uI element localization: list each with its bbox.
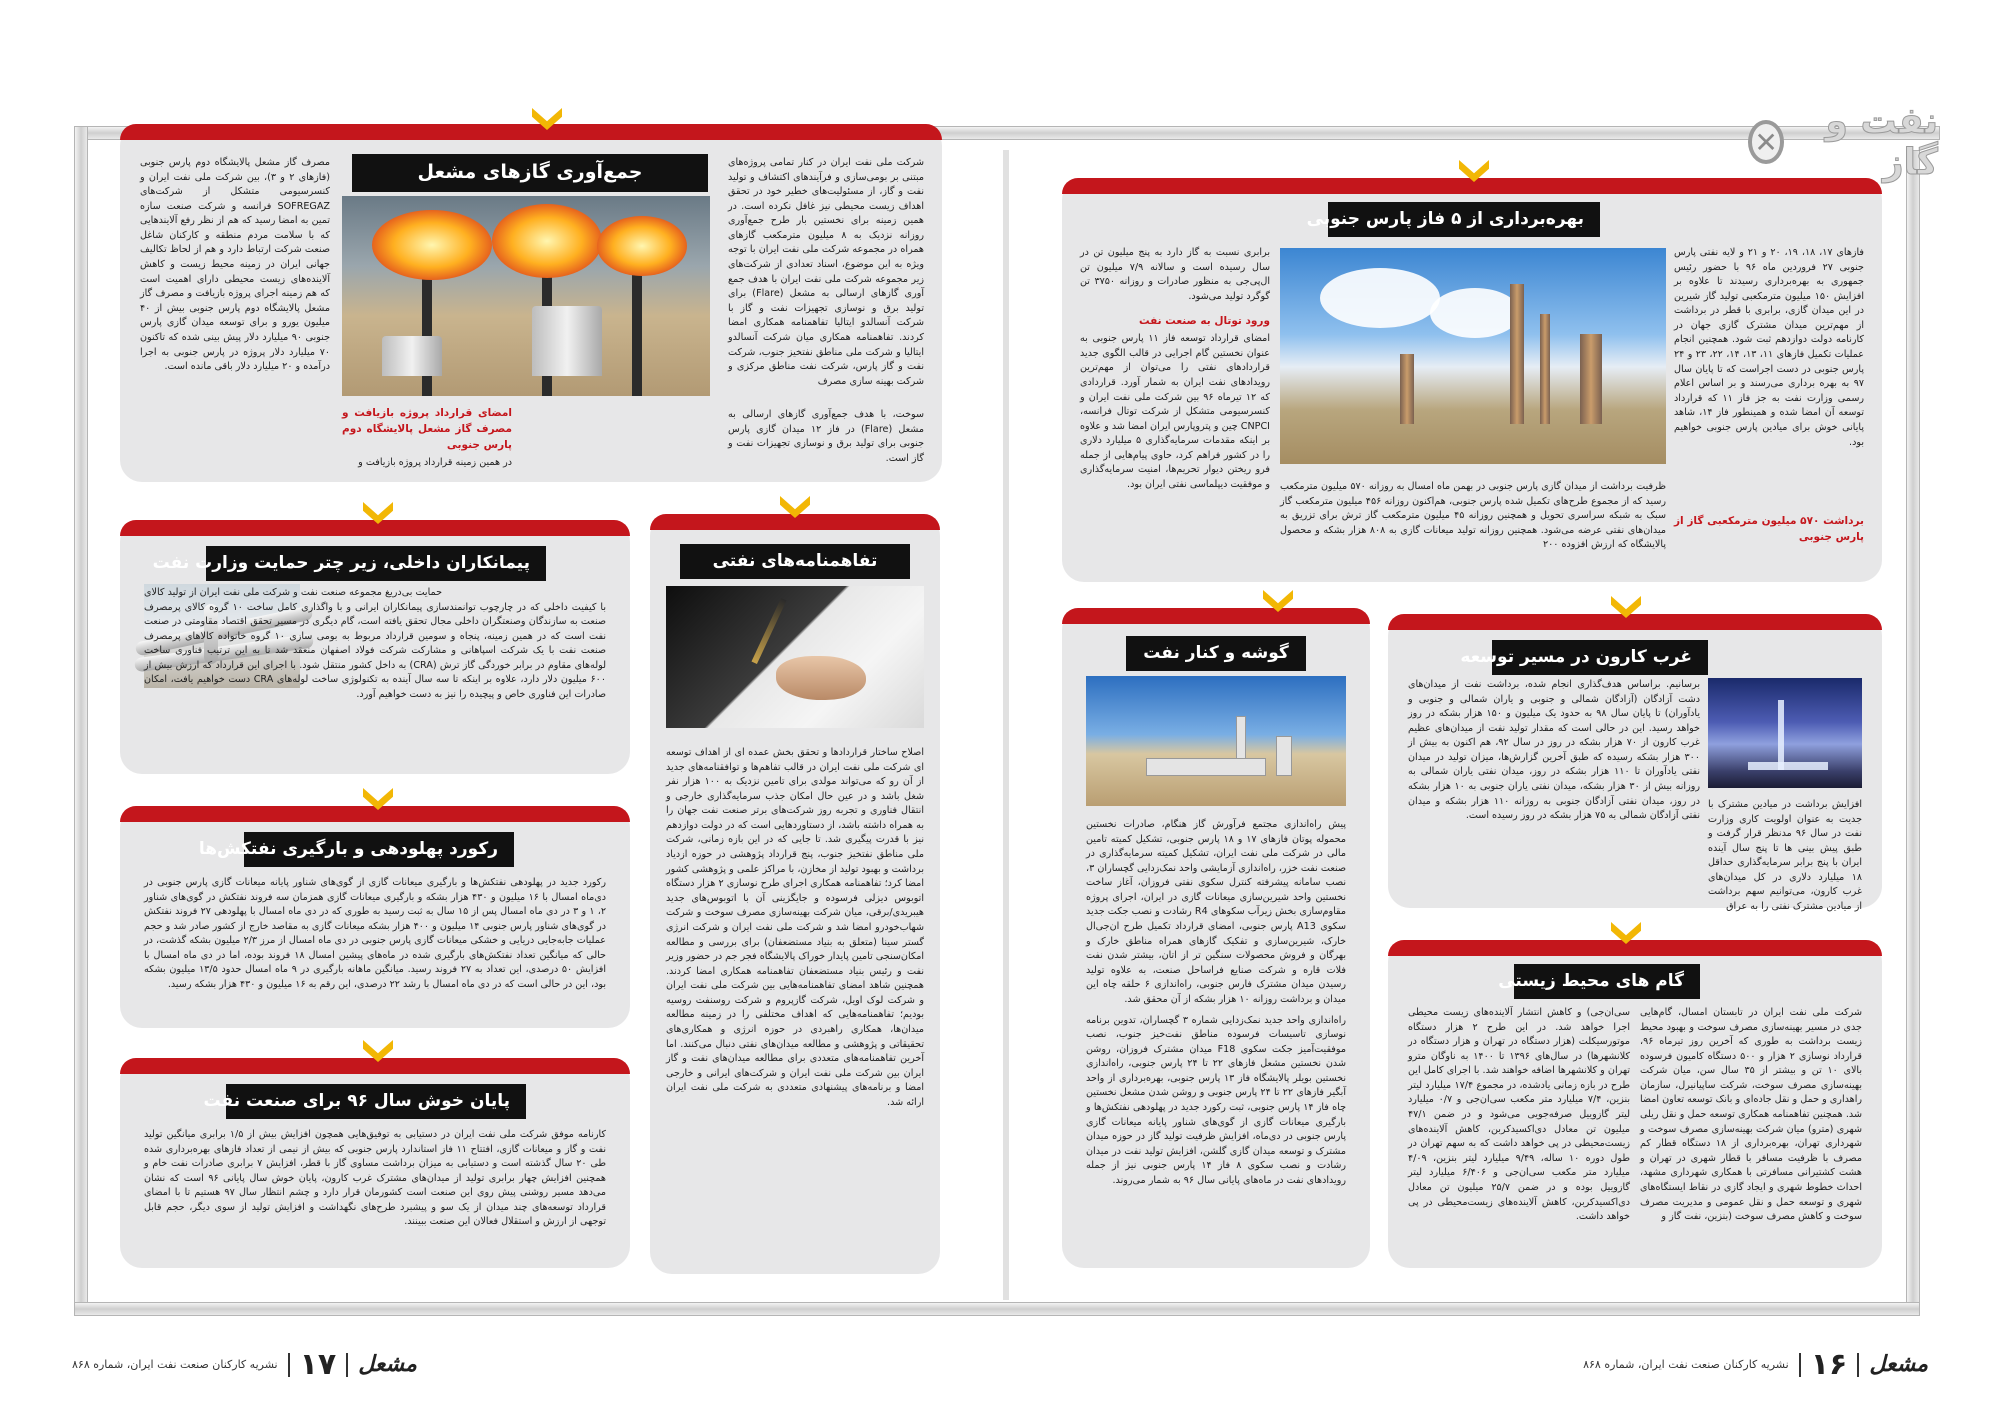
- page-number: ۱۷: [299, 1347, 337, 1382]
- article-title: رکورد پهلودهی و بارگیری نفتکش‌ها: [244, 832, 514, 867]
- footer-brand-logo: مشعل: [1869, 1352, 1928, 1377]
- article-bullet-1: پیش راه‌اندازی مجتمع فرآورش گاز هنگام، صادرات نخستین محموله پوتان فازهای ۱۷ و ۱۸ پارس جنوبی، تشکیل کمیته تامین مالی در شرکت ملی نفت ایران، تشکیل کمیته سرمایه‌گذاری در صنعت نفت خزر، راه‌اندازی آزمایشی واحد نمک‌زدایی گچساران ۳، نصب سامانه پیشرفته کنترل سکوی نفتی فروزان، آغاز ساخت نخستین واحد شیرین‌سازی میعانات گازی در ایران، اجرای پروژه مقاوم‌سازی بخش زیرآب سکوهای R4 رشادت و نصب جکت جدید سکوی A13 پارس جنوبی، امضای قرارداد تکمیل طرح ان‌جی‌ال خارک، شیرین‌سازی و تفکیک گازهای همراه مناطق خارک و بهرگان و فروش محصولات سنگین تر از اتان، بیشتر شدن نفت فلات قاره و شرکت صنایع فراساحل صنعت، به علاوه تولید رسیدن میدان مشترک فارس جنوبی، راه‌اندازی ۶ حلقه چاه این میدان و برداشت روزانه ۱۰ هزار بشکه از آن محقق شد.: [1086, 819, 1346, 1005]
- section-badge-icon: [1263, 590, 1293, 612]
- article-body: حمایت بی‌دریغ مجموعه صنعت نفت و شرکت ملی نفت ایران از تولید کالای با کیفیت داخلی که در چارچوب توانمندسازی پیمانکاران ایرانی و با واگذاری کامل ساخت ۱۰ گروه کالای پرمصرف صنعت به سازندگان وصنعتگران داخلی مجال تحقق یافته است، گام دیگری در مسیر تحقق اقتصاد مقاومتی در صنعت نفت است که در همین زمینه، پنجاه و سومین قرارداد مربوط به بومی سازی ۱۰ گروه خانواده کالاهای پرمصرف صنعت نفت با یک شرکت اسپاهانی و مشارکت شرکت فولاد اصفهان منعقد شد تا به این ترتیب فناوری ساخت لوله‌های مقاوم در برابر خوردگی گاز ترش (CRA) به داخل کشور منتقل شود. با اجرای این قرارداد که ارزش بیش از ۶۰۰ میلیون دلار دارد، علاوه بر اینکه تا سه سال آینده به تکنولوژی ساخت لوله‌های CRA دست خواهیم یافت، امکان صادرات این فناوری خاص و پیچیده را نیز به دست خواهیم آورد.: [144, 587, 607, 701]
- section-badge-icon: [363, 1040, 393, 1062]
- article-body: اصلاح ساختار قراردادها و تحقق بخش عمده ای از اهداف توسعه ای شرکت ملی نفت ایران در قالب تفاهم‌ها و توافقنامه‌های جدید از آن رو که می‌تواند مولدی برای تامین نزدیک به ۱۰۰ هزار نفر شغل باشد و در عین حال امکان جذب سرمایه‌گذاری خارجی و انتقال فناوری و تجربه روز شرکت‌های برتر صنعت نفت جهان را به همراه داشته باشد، از دستاوردهایی است که در دولت دوازدهم نیز با قدرت پیگیری شد. تا جایی که در این بازه زمانی، شرکت ملی مناطق نفتخیز جنوب، پنج قرارداد پژوهشی در حوزه ازدیاد برداشت و بهبود تولید از مخازن، با مراکز علمی و پژوهشی کشور امضا کرد؛ تفاهمنامه همکاری اجرای طرح نوسازی ۲ هزار دستگاه اتوبوس دیزلی فرسوده و جایگزینی آن با اتوبوس‌های جدید هیبریدی/برقی، میان شرکت بهینه‌سازی مصرف سوخت و شرکت شهاب‌خودرو امضا شد و شرکت ملی نفت ایران و شرکت انرژی گستر سینا (متعلق به بنیاد مستضعفان) برای بررسی و مطالعه امکان‌سنجی تامین پایدار خوراک پالایشگاه فجر جم در حضور وزیر نفت و رئیس بنیاد مستضعفان تفاهمنامه همکاری امضا کردند. همچنین شاهد امضای تفاهمنامه‌هایی بین شرکت ملی نفت ایران و شرکت لوک اویل، شرکت گازپروم و شرکت روسنفت روسیه بودیم؛ تفاهمنامه‌هایی که اهداف مختلفی را در زمینه مطالعه میدان‌ها، همکاری راهبردی در حوزه انرژی و همکاری‌های تحقیقاتی و پژوهشی و مطالعه میدان‌های نفتی دنبال می‌کنند. اما آخرین تفاهمنامه‌های متعددی برای مطالعه میدان‌های نفت و گاز ایران بین شرکت ملی نفت ایران و شرکت‌های ایرانی و خارجی امضا و برنامه‌های پیشنهادی متعددی به شرکت ملی نفت ایران ارائه شد.: [666, 747, 924, 1108]
- article-col-right: شرکت ملی نفت ایران در تابستان امسال، گام‌هایی جدی در مسیر بهینه‌سازی مصرف سوخت و بهبود محیط زیست برداشت به طوری که آخرین روز تیرماه ۹۶، قرارداد نوسازی ۲ هزار و ۵۰۰ دستگاه کامیون فرسوده بالای ۱۰ تن و بیشتر از ۳۵ سال سن، میان شرکت بهینه‌سازی مصرف سوخت، شرکت ساپیانیرل، سازمان راهداری و حمل و نقل جاده‌ای و بانک توسعه تعاون امضا شد. همچنین تفاهمنامه همکاری توسعه حمل و نقل ریلی شهری (مترو) میان شرکت بهینه‌سازی مصرف سوخت و شهرداری تهران، بهره‌برداری از ۱۸ دستگاه قطار کم مصرف با ظرفیت مسافر با قطار شهری در تهران و هشت کشتیرانی مسافرتی با همکاری شهرداری مشهد، احداث خطوط شهری و ایجاد گازی در نقاط ایستگاه‌های شهری و توسعه حمل و نقل عمومی و مدیریت مصرف سوخت و کاهش مصرف سوخت (بنزین، نفت گاز و: [1640, 1007, 1863, 1223]
- footer-separator: [288, 1353, 290, 1377]
- article-bullet-2: راه‌اندازی واحد جدید نمک‌زدایی شماره ۳ گچساران، تدوین برنامه نوسازی تاسیسات فرسوده مناطق نفت‌خیز جنوب، نصب موفقیت‌آمیز جکت سکوی F18 میدان مشترک فروزان، روشن شدن نخستین مشعل فازهای ۲۲ تا ۲۴ پارس جنوبی، راه‌اندازی نخستین بویلر پالایشگاه فاز ۱۳ پارس جنوبی، بهره‌برداری از واحد آبگیر فازهای ۲۲ تا ۲۴ پارس جنوبی و روشن شدن مشعل نخستین چاه فاز ۱۴ پارس جنوبی، ثبت رکورد جدید در پهلودهی نفتکش‌ها و بارگیری میعانات گازی از گوی‌های شناور پایانه میعانات گازی پارس جنوبی در دی‌ماه، افزایش ظرفیت تولید گاز در حوزه میدان مشترک و توسعه میدان گازی گلشن، افزایش تولید نفت در میدان رشادت و نصب سکوی ۸ فاز ۱۴ پارس جنوبی نیز از جمله رویدادهای نفت در ماه‌های پایانی سال ۹۶ به شمار می‌روند.: [1086, 1014, 1346, 1186]
- article-topbar: [120, 124, 942, 140]
- article-agreements: [650, 514, 940, 1274]
- frame-pipe-left: [74, 126, 88, 1316]
- refinery-photo: [1280, 248, 1666, 464]
- article-contractors: [120, 520, 630, 774]
- article-col-left: مصرف گاز مشعل پالایشگاه دوم پارس جنوبی (فازهای ۲ و ۳)، بین شرکت ملی نفت ایران و کنسرسیومی متشکل از شرکت‌های SOFREGAZ فرانسه و شرکت صنعت سازه تمین به امضا رسید که هم از نظر رفع آلایندهایی که با سلامت مردم منطقه و کارکنان شاغل صنعت شرکت ارتباط دارد و هم از لحاظ تکالیف جهانی ایران در زمینه محیط زیست و کاهش آلاینده‌های زیست محیطی دارای اهمیت است که هم زمینه اجرای پروژه بازیافت و مصرف گاز مشعل پالایشگاه دوم پارس جنوبی بیش از ۴۰ میلیون یورو و برای توسعه میدان گازی پارس جنوبی ۹۰ میلیارد دلار پیش بینی شده که تاکنون ۷۰ میلیارد دلار پروژه در پارس جنوبی به اجرا درآمده و ۲۰ میلیارد دلار باقی مانده است.: [140, 157, 331, 373]
- section-badge-icon: [1611, 922, 1641, 944]
- article-col-left-text: برابری نسبت به گاز دارد به پنج میلیون تن در سال رسیده است و سالانه ۷/۹ میلیون تن ال‌پی‌جی به منظور صادرات و روزانه ۳۷۵۰ تن گوگرد تولید می‌شود.: [1080, 247, 1271, 302]
- article-title: گام های محیط زیستی: [1514, 964, 1700, 999]
- section-badge-icon: [532, 108, 562, 130]
- article-tanker-record: [120, 806, 630, 1028]
- article-title: پایان خوش سال ۹۶ برای صنعت نفت: [226, 1084, 526, 1119]
- section-badge-icon: [363, 502, 393, 524]
- footer-brand-logo: مشعل: [358, 1352, 417, 1377]
- frame-pipe-right: [1906, 150, 1920, 1316]
- article-col-left: [1080, 246, 1270, 572]
- gas-plant-photo: [1086, 676, 1346, 806]
- oil-rig-night-photo: [1708, 678, 1862, 788]
- section-badge-icon: [1459, 160, 1489, 182]
- article-col-right: شرکت ملی نفت ایران در کنار تمامی پروژه‌های مبتنی بر بومی‌سازی و فرآیندهای اکتشاف و تولید نفت و گاز، از مسئولیت‌های خطیر خود در تحقق اهداف زیست محیطی نیز غافل نکرده است. در همین زمینه برای نخستین بار طرح جمع‌آوری روزانه نزدیک به ۸ میلیون مترمکعب گازهای همراه در مجموعه شرکت ملی نفت ایران با توجه ویژه به این موضوع، اسناد تعدادی از شرکت‌های زیر مجموعه شرکت ملی نفت ایران با هدف جمع آوری گازهای ارسالی به مشعل (Flare) برای تولید برق و نوسازی تجهیزات نفت و گاز با شرکت آنسالدو ایتالیا تفاهمنامه همکاری امضا کردند. تفاهمنامه همکاری میان شرکت آنسالدو ایتالیا و شرکت ملی مناطق نفتخیز جنوب، شرکت نفت و گاز پارس، شرکت نفت مناطق مرکزی و شرکت بهینه سازی مصرف: [728, 157, 924, 387]
- article-subhead: امضای قرارداد پروژه بازیافت و مصرف گاز مشعل پالایشگاه دوم پارس جنوبی: [342, 407, 512, 451]
- article-col-mid: ظرفیت برداشت از میدان گازی پارس جنوبی در بهمن ماه امسال به روزانه ۵۷۰ میلیون مترمکعب رسید که از مجموع طرح‌های تکمیل شده پارس جنوبی، هم‌اکنون روزانه ۴۵۶ میلیون مترمکعب گاز سبک به شبکه سراسری تحویل و همچنین روزانه ۴۵ میلیون مترمکعب گاز ترش برای تزریق به میدان‌های نفتی عرضه می‌شود. همچنین روزانه تولید میعانات گازی به ۸۰۸ هزار بشکه و محصول پالایشگاه که ارزش افزوده ۲۰۰: [1280, 481, 1666, 551]
- footer-caption: نشریه کارکنان صنعت نفت ایران، شماره ۸۶۸: [72, 1358, 278, 1371]
- footer-separator: [1799, 1353, 1801, 1377]
- article-col-left: سی‌ان‌جی) و کاهش انتشار آلاینده‌های زیست محیطی اجرا خواهد شد. در این طرح ۲ هزار دستگاه موتورسیکلت (هزار دستگاه در تهران و هزار دستگاه در کلانشهرها) در سال‌های ۱۳۹۶ تا ۱۴۰۰ به ناوگان مترو تهران و کلانشهرها اضافه خواهند شد. با اجرای کامل این طرح در بازه زمانی یادشده، در مجموع ۱۷/۴ میلیارد لیتر بنزین، ۷/۴ میلیارد متر مکعب سی‌ان‌جی و ۰/۷ میلیارد لیتر گازوییل صرفه‌جویی می‌شود و در ضمن ۴۷/۱ میلیون تن معادل دی‌اکسیدکربن، کاهش آلاینده‌های زیست‌محیطی در پی خواهد داشت که به سهم تهران در طول دوره ۱۰ ساله، ۹/۴۹ میلیارد لیتر بنزین، ۴/۰۹ میلیارد متر مکعب سی‌ان‌جی و ۶/۴۰۶ میلیارد لیتر گازوییل بوده و در ضمن ۲۵/۷ میلیون تن معادل دی‌اکسیدکربن، کاهش آلاینده‌های زیست‌محیطی در پی خواهد داشت.: [1408, 1007, 1631, 1223]
- article-col-right: فازهای ۱۷، ۱۸، ۱۹، ۲۰ و ۲۱ و لایه نفتی پارس جنوبی ۲۷ فروردین ماه ۹۶ با حضور رئیس جمهوری به بهره‌برداری رسیدند تا علاوه بر افزایش ۱۵۰ میلیون مترمکعبی تولید گاز شیرین در این میدان گازی، برابری با قطر در برداشت از مهم‌ترین میدان مشترک گازی جهان در کارنامه دولت دوازدهم ثبت شود. همچنین انجام عملیات تکمیل فازهای ۱۱، ۱۳، ۱۴، ۲۲، ۲۳ و ۲۴ پارس جنوبی در دست اجراست که تا پایان سال ۹۷ به بهره برداری می‌رسند و بر اساس اعلام رسمی وزارت نفت به جز فاز ۱۱ که قرارداد توسعه آن امضا شده و همینطور فاز ۱۴، شاهد پایانی خوش برای میادین پارس جنوبی خواهیم بود.: [1674, 247, 1865, 448]
- article-col-right-sub: [1674, 512, 1864, 572]
- article-end-of-year: [120, 1058, 630, 1268]
- page-number: ۱۶: [1810, 1347, 1848, 1382]
- article-body: [1086, 818, 1346, 1258]
- article-flare-gas: [120, 124, 942, 482]
- article-subhead-body: امضای قرارداد توسعه فاز ۱۱ پارس جنوبی به عنوان نخستین گام اجرایی در قالب الگوی جدید قراردادهای نفتی را می‌توان از مهم‌ترین رویدادهای نفت ایران به شمار آورد. قراردادی که ۱۲ تیرماه ۹۶ بین شرکت ملی نفت ایران و کنسرسیومی متشکل از شرکت توتال فرانسه، CNPCI چین و پتروپارس ایران امضا شد و علاوه بر اینکه مقدمات سرمایه‌گذاری ۵ میلیارد دلاری را در کشور فراهم کرد، حاوی پیام‌هایی از جمله فرو ریختن دیوار تحریم‌ها، امنیت سرمایه‌گذاری و موفقیت دیپلماسی نفتی ایران بود.: [1080, 333, 1271, 491]
- masthead-title: نفت و گاز: [1825, 101, 1938, 183]
- article-col-mid: [342, 404, 512, 476]
- article-title: غرب کارون در مسیر توسعه: [1492, 640, 1708, 675]
- article-topbar: [1062, 608, 1370, 624]
- article-subhead-tail: در همین زمینه قرارداد پروژه بازیافت و: [358, 456, 512, 468]
- article-title: گوشه و کنار نفت: [1126, 636, 1306, 671]
- article-west-karun: [1388, 614, 1882, 913]
- section-badge-icon: [780, 496, 810, 518]
- footer-left: [72, 1347, 417, 1382]
- section-badge-icon: [363, 788, 393, 810]
- footer-separator: [1857, 1353, 1859, 1377]
- article-environment: [1388, 940, 1882, 1268]
- article-subhead: برداشت ۵۷۰ میلیون مترمکعبی گاز از پارس جنوبی: [1674, 515, 1864, 543]
- article-col-right-tail: سوخت، با هدف جمع‌آوری گازهای ارسالی به مشعل (Flare) در فاز ۱۲ میدان گازی پارس جنوبی برای تولید برق و نوسازی تجهیزات نفت و گاز است.: [728, 409, 924, 464]
- article-title: جمع‌آوری گازهای مشعل: [352, 154, 708, 192]
- section-badge-icon: [1611, 596, 1641, 618]
- article-col-right: افزایش برداشت در میادین مشترک با جدیت به عنوان اولویت کاری وزارت نفت در سال ۹۶ مدنظر قرار گرفت و طبق پیش بینی ها تا پنج سال آینده ایران با پنج برابر سرمایه‌گذاری حداقل ۱۸ میلیارد دلاری در کل میدان‌های غرب کارون، می‌توانیم سهم برداشت از میادین مشترک نفتی را به عراق: [1708, 799, 1862, 913]
- footer-caption: نشریه کارکنان صنعت نفت ایران، شماره ۸۶۸: [1583, 1358, 1789, 1371]
- frame-pipe-bottom: [74, 1302, 1920, 1316]
- flare-photo: [342, 196, 710, 396]
- article-oil-corners: [1062, 608, 1370, 1268]
- footer-separator: [346, 1353, 348, 1377]
- signing-photo: [666, 586, 924, 728]
- article-subhead: ورود توتال به صنعت نفت: [1138, 315, 1270, 328]
- article-south-pars: [1062, 178, 1882, 582]
- article-body: کارنامه موفق شرکت ملی نفت ایران در دستیابی به توفیق‌هایی همچون افزایش بیش از ۱/۵ برابری میانگین تولید نفت و گاز و میعانات گازی، افتتاح ۱۱ فاز استاندارد پارس جنوبی که بیش از نیمی از تعداد فازهای بهره‌برداری شده طی ۲۰ سال گذشته است و دستیابی به میزان برداشت مساوی گاز با قطر، افزایش ۷ برابری صادرات نفت خام و همچنین افزایش چهار برابری تولید از میدان‌های مشترک غرب کارون، پایان خوش سال پایانی ۹۶ است که نشان می‌دهد مسیر روشنی پیش روی این صنعت است کشورمان قرار دارد و چشم انتظار سال ۹۷ هستیم تا با امضای قرارداد توسعه‌های چند میدان از یک سو و پیشبرد طرح‌های نگهداشت و افزایش تولید از سوی دیگر، حجم قابل توجهی از ارزش و استقلال فعالان این صنعت ببینند.: [144, 1129, 607, 1228]
- section-masthead: [1748, 101, 1938, 183]
- center-divider: [1003, 150, 1009, 1300]
- article-col-left: برسانیم. براساس هدف‌گذاری انجام شده، برداشت نفت از میدان‌های دشت آزادگان (آزادگان شمالی و جنوبی و یاران شمالی و جنوبی و یادآوران) تا پایان سال ۹۸ به حدود یک میلیون و ۱۵۰ هزار بشکه در روز خواهد رسید. این در حالی است که مقدار تولید نفت از میدان‌های عظیم غرب کارون از ۷۰ هزار بشکه در روز در سال ۹۲، هم اکنون به بیش از ۳۰۰ هزار بشکه رسیده که طبق آخرین گزارش‌ها، میزان تولید در میدان نفتی یادآوران تا ۱۱۰ هزار بشکه در روز، میدان نفتی یاران شمالی به روزانه بیش از ۳۰ هزار بشکه، میدان نفتی یاران جنوبی به ۱۰ هزار بشکه در روز، میدان نفتی آزادگان جنوبی به روزانه ۱۱۰ هزار بشکه و میدان نفتی آزادگان شمالی به ۷۵ هزار بشکه در روز رسیده است.: [1408, 679, 1701, 822]
- article-title: تفاهمنامه‌های نفتی: [680, 544, 910, 579]
- valve-icon: ✕: [1748, 120, 1784, 164]
- article-body: رکورد جدید در پهلودهی نفتکش‌ها و بارگیری میعانات گازی از گوی‌های شناور پایانه میعانات گازی پارس جنوبی در دی‌ماه امسال با ۱۶ میلیون و ۴۳۰ هزار بشکه و بارگیری میعانات گازی همزمان سه فروند نفتکش در گوی‌های شناور ۲، ۱ و ۳ در دی ماه امسال پس از ۱۵ سال به ثبت رسید به طوری که در دی ماه امسال با پهلودهی ۲۷ فروند نفتکش در گوی‌های شناور پارس جنوبی ۱۴ میلیون و ۴۰۰ هزار بشکه میعانات گازی به مقاصد خارج از کشور صادر شد و حجم عملیات جابه‌جایی دریایی و خشکی میعانات گازی پارس جنوبی در دی ماه امسال از مرز ۲/۳ میلیون بشکه گذشت، در حالی که میانگین تعداد نفتکش‌های بارگیری شده در ماه‌های پیشین امسال ۱۸ فروند بوده، اما در دی ماه امسال با افزایش ۵۰ درصدی، این تعداد به ۲۷ فروند رسید. میانگین ماهانه بارگیری در ۹ ماه امسال حدود ۱۳/۵ میلیون بشکه بود، این در حالی است که در دی ماه امسال با رشد ۲۲ درصدی، این رقم به ۱۶ میلیون و ۴۳۰ هزار بشکه رسید.: [144, 877, 607, 991]
- footer-right: [1583, 1347, 1928, 1382]
- article-title: بهره‌برداری از ۵ فاز پارس جنوبی: [1328, 202, 1600, 237]
- article-title: پیمانکاران داخلی، زیر چتر حمایت وزارت نفت: [206, 546, 546, 581]
